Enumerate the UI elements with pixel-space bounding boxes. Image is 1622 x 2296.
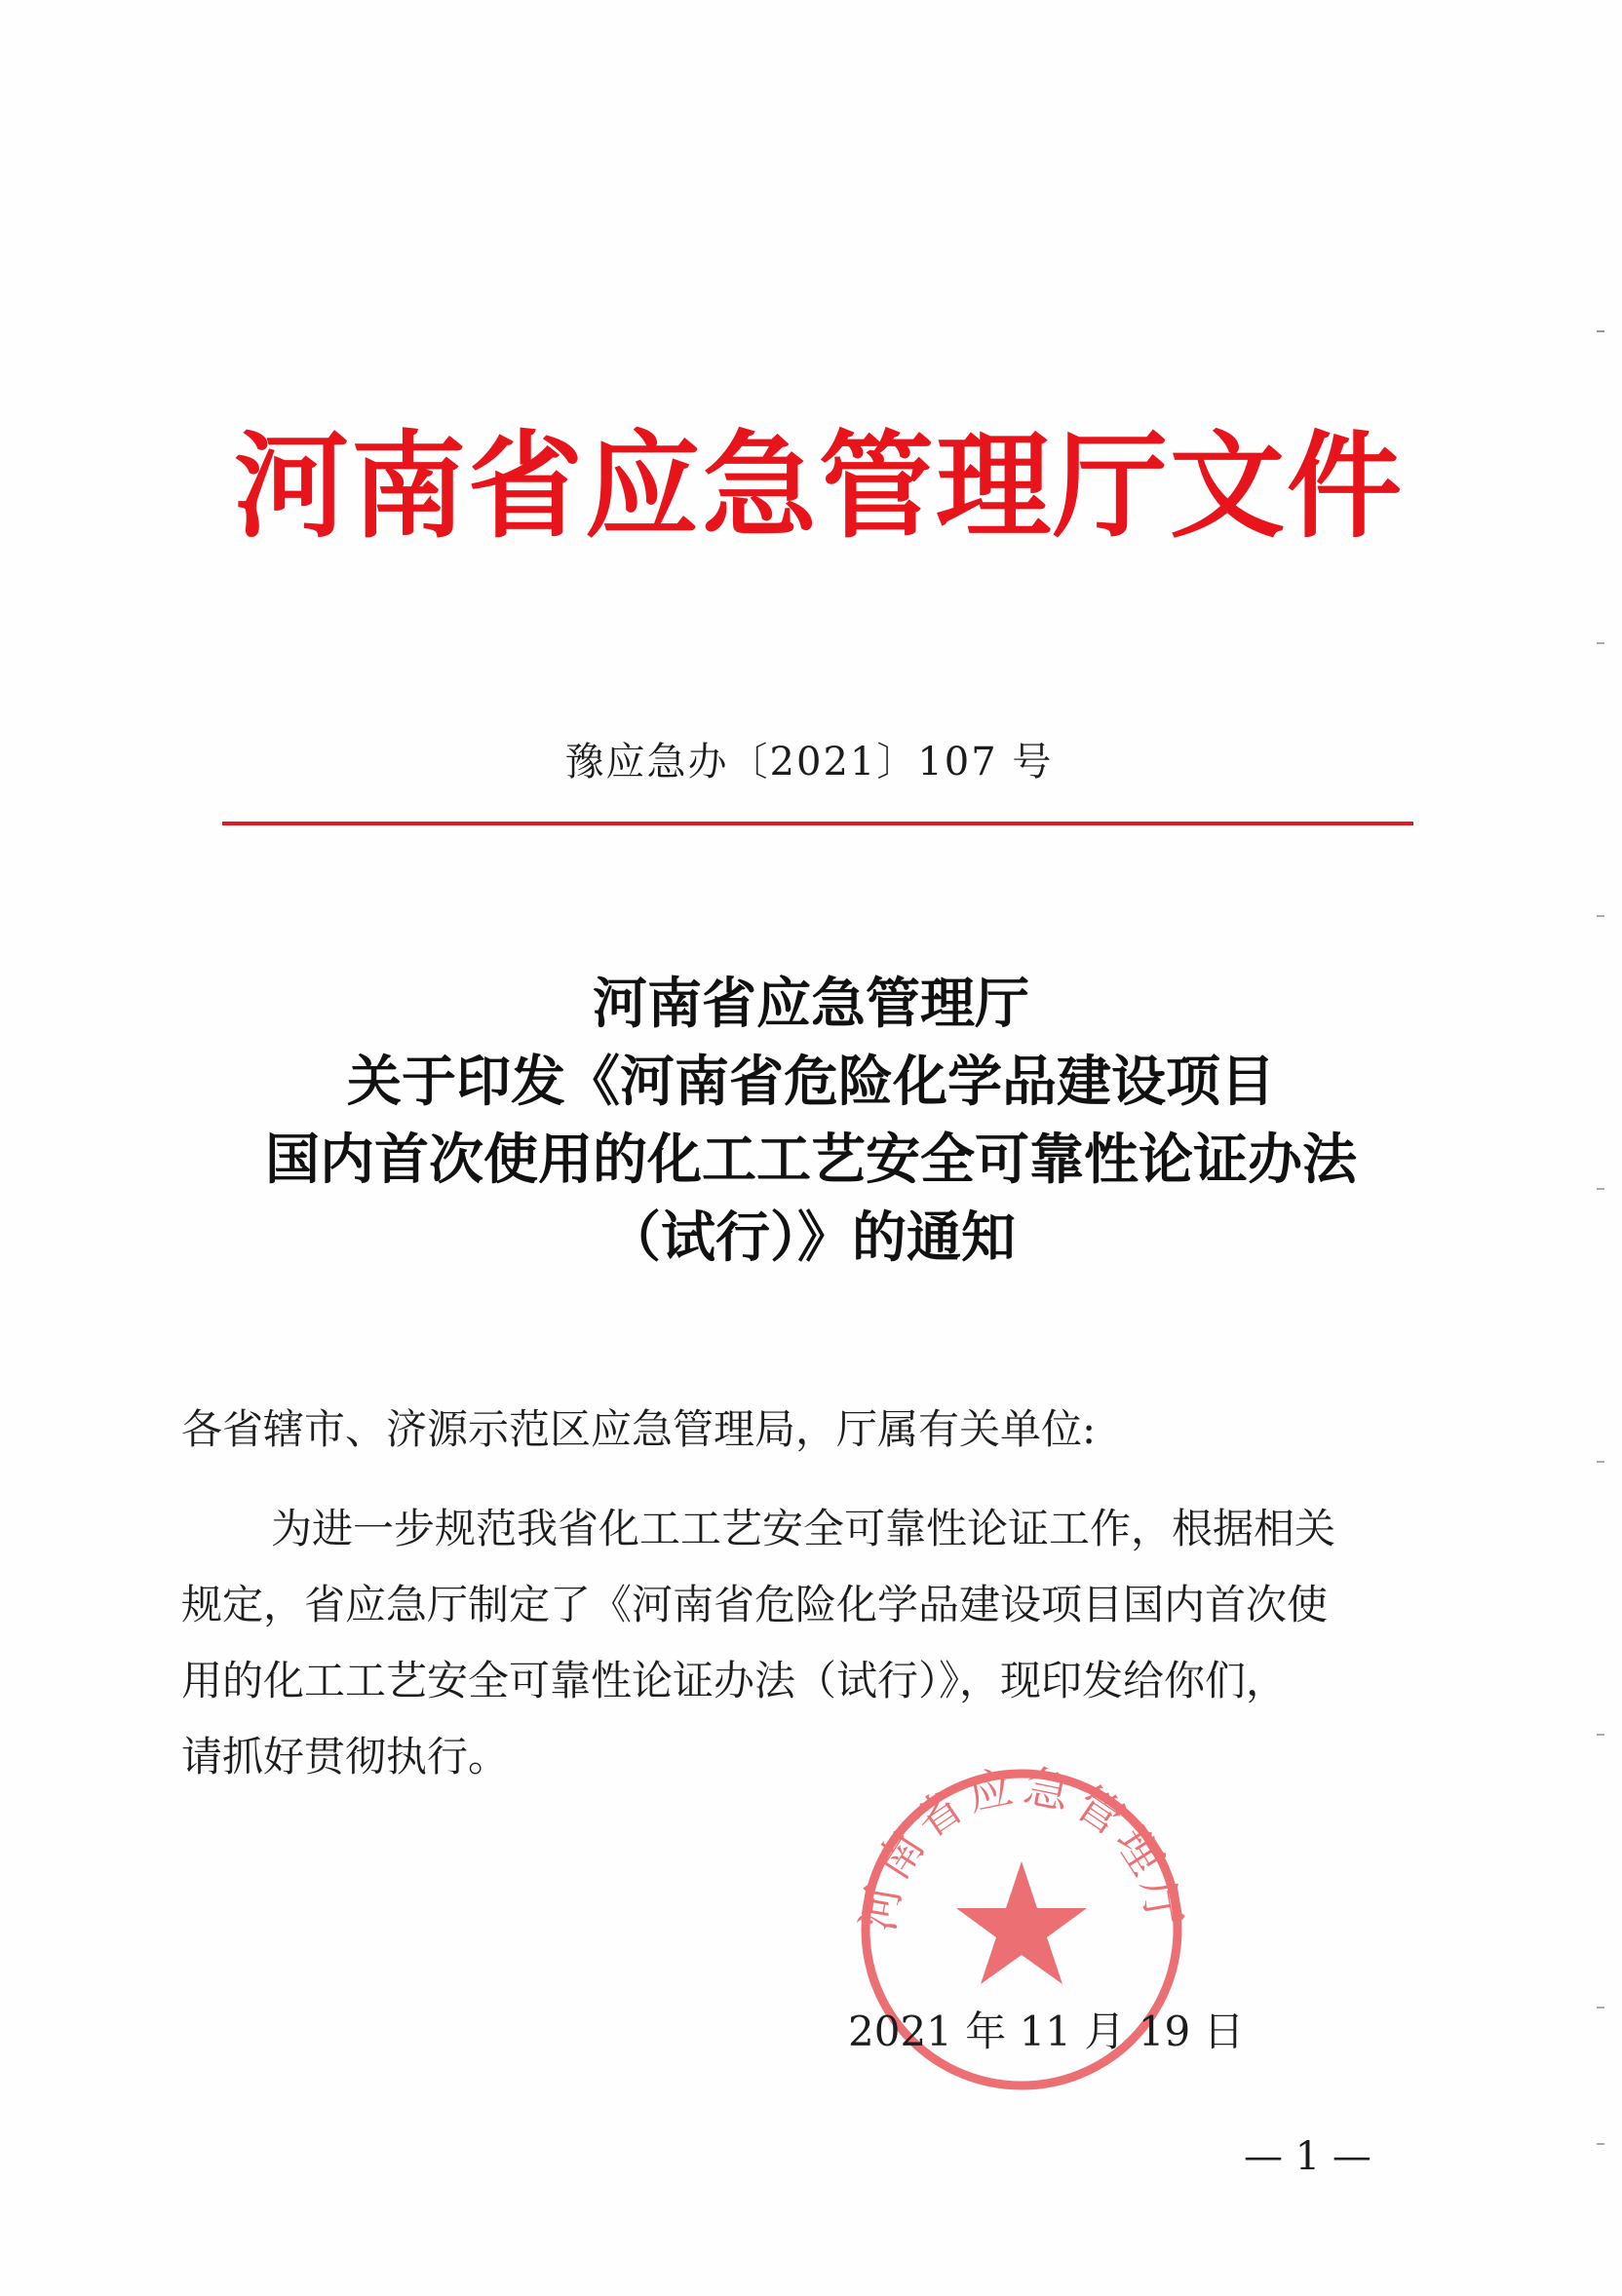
page-number: — 1 — [1244,2134,1371,2179]
body-line-3: 用的化工工艺安全可靠性论证办法（试行）》，现印发给你们， [181,1657,1288,1704]
red-divider-rule [222,822,1413,825]
scan-edge-marks [1583,0,1622,2296]
body-paragraph [181,1491,1375,1795]
body-line-4: 请抓好贯彻执行。 [181,1733,510,1780]
body-line-1: 为进一步规范我省化工工艺安全可靠性论证工作，根据相关 [271,1505,1336,1552]
seal-star-icon [956,1861,1087,1984]
title-line-2: 关于印发《河南省危险化学品建设项目 [347,1050,1275,1114]
seal-text: 河南省应急管理厅 [851,1759,1192,1935]
notice-title [146,965,1476,1277]
masthead-title: 河南省应急管理厅文件 [234,418,1405,554]
title-line-4: （试行）》的通知 [606,1205,1016,1270]
issue-date: 2021 年 11 月 19 日 [848,2008,1245,2055]
title-line-1: 河南省应急管理厅 [593,972,1029,1036]
body-line-2: 规定，省应急厅制定了《河南省危险化学品建设项目国内首次使 [181,1581,1329,1628]
document-number: 豫应急办〔2021〕107 号 [564,740,1054,784]
title-line-3: 国内首次使用的化工工艺安全可靠性论证办法 [265,1128,1357,1192]
salutation: 各省辖市、济源示范区应急管理局，厅属有关单位: [181,1405,1097,1453]
